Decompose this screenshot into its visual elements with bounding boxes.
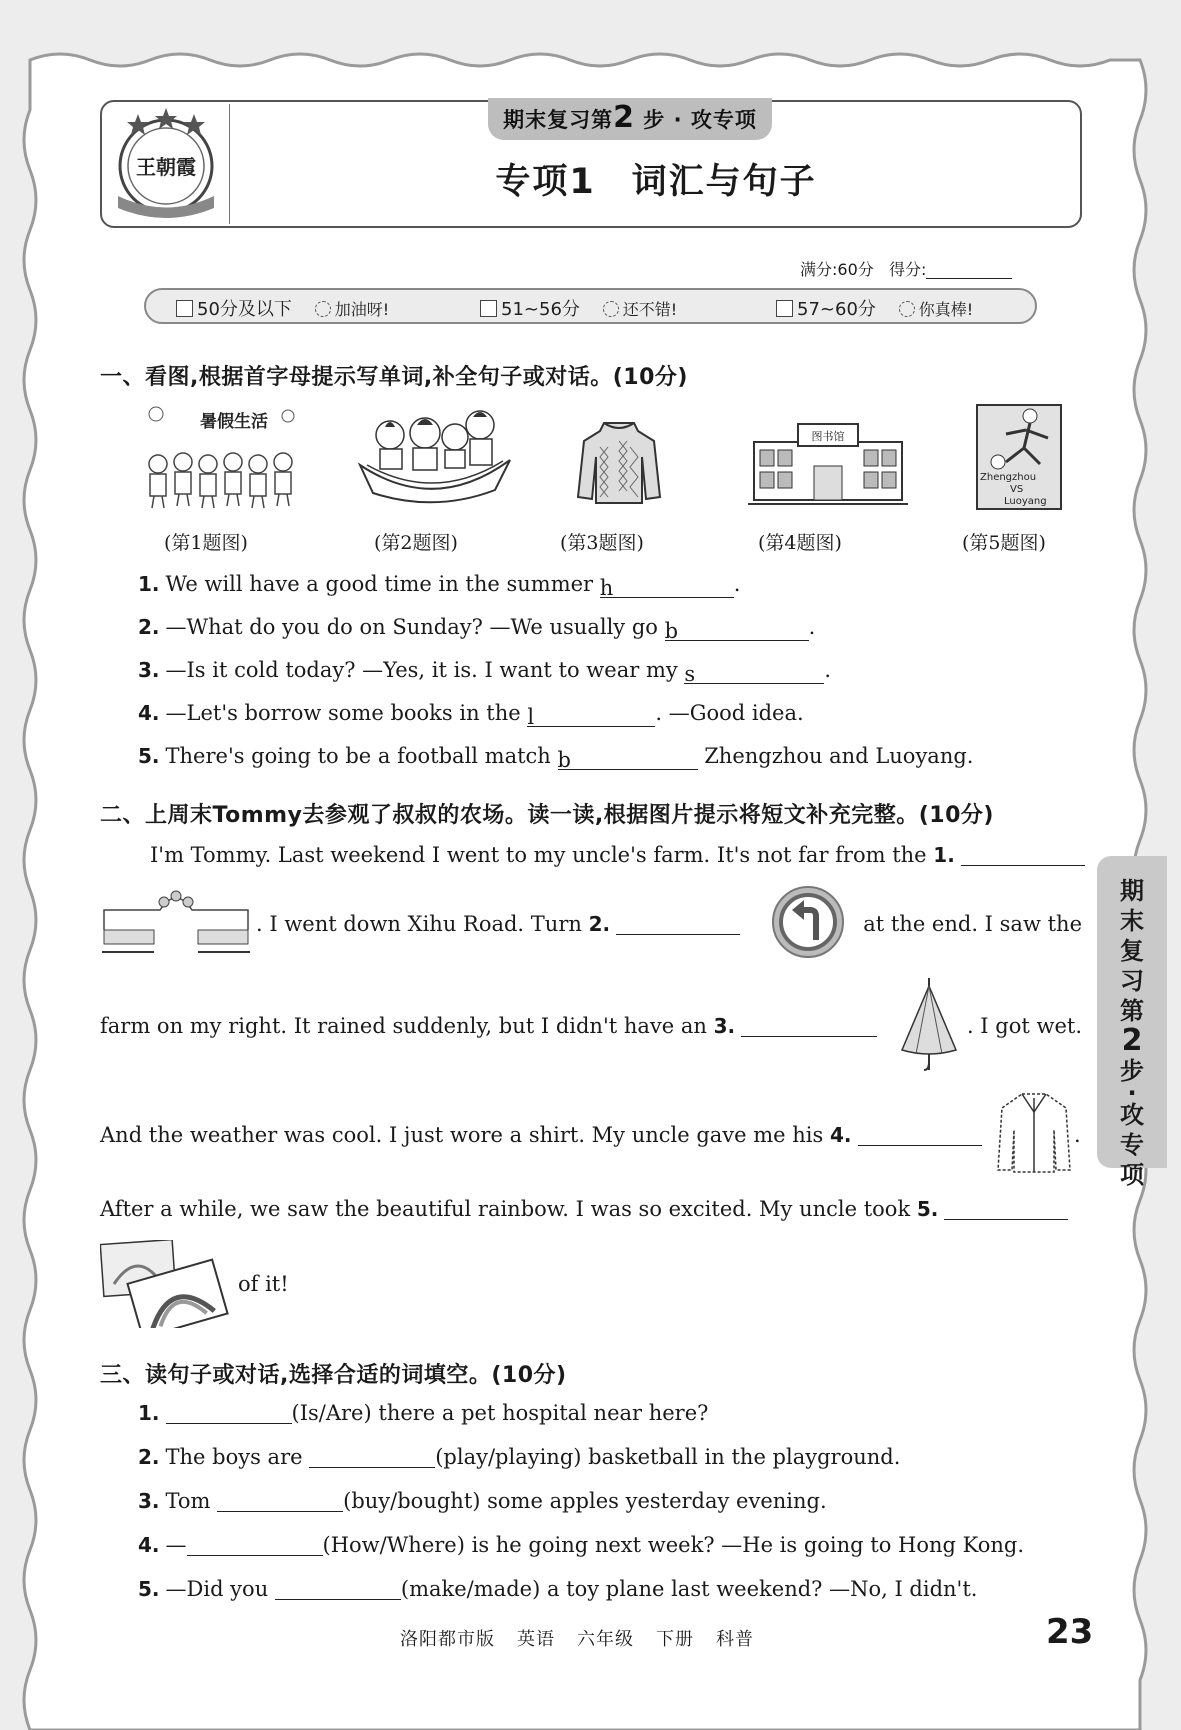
rating-checkbox[interactable] bbox=[480, 300, 497, 317]
passage-line-3b: . I got wet. bbox=[966, 1014, 1082, 1038]
face-icon bbox=[899, 301, 915, 317]
passage-line-6: of it! bbox=[238, 1272, 289, 1296]
jacket-picture bbox=[996, 1090, 1072, 1174]
svg-text:图书馆: 图书馆 bbox=[811, 430, 845, 443]
turn-left-sign-icon bbox=[770, 884, 846, 960]
picture-caption: (第5题图) bbox=[962, 532, 1046, 554]
answer-blank[interactable]: s bbox=[684, 662, 824, 684]
park-gate-picture bbox=[100, 890, 252, 956]
picture-caption: (第4题图) bbox=[758, 532, 842, 554]
section1-title: 一、看图,根据首字母提示写单词,补全句子或对话。(10分) bbox=[100, 365, 688, 390]
football-match-poster bbox=[976, 404, 1062, 510]
picture-caption: (第1题图) bbox=[164, 532, 248, 554]
answer-blank[interactable] bbox=[217, 1490, 343, 1512]
answer-blank[interactable] bbox=[275, 1578, 401, 1600]
rating-checkbox[interactable] bbox=[176, 300, 193, 317]
question-1-1: 1. We will have a good time in the summer h . bbox=[138, 572, 741, 600]
side-tab: 期 末 复 习 第 2 步 · 攻 专 项 bbox=[1097, 856, 1167, 1168]
library-picture bbox=[748, 418, 908, 510]
self-rating-bar bbox=[144, 288, 1037, 324]
boating-picture bbox=[355, 405, 515, 513]
answer-blank[interactable] bbox=[166, 1402, 292, 1424]
question-1-5: 5. There's going to be a football match b Zhengzhou and Luoyang. bbox=[138, 744, 974, 772]
passage-line-2: . I went down Xihu Road. Turn 2. bbox=[256, 912, 1082, 936]
rating-option-low: 50分及以下 加油呀! bbox=[176, 295, 389, 321]
page-number: 23 bbox=[1046, 1612, 1094, 1652]
question-1-2: 2. —What do you do on Sunday? —We usually go b . bbox=[138, 615, 816, 643]
rainbow-photos-picture bbox=[100, 1240, 230, 1328]
publisher-logo bbox=[108, 104, 228, 224]
passage-line-4b: . bbox=[1074, 1123, 1081, 1147]
passage-line-3: farm on my right. It rained suddenly, but I didn't have an 3. bbox=[100, 1014, 1082, 1038]
face-icon bbox=[603, 301, 619, 317]
answer-blank[interactable] bbox=[858, 1124, 982, 1146]
answer-blank[interactable] bbox=[616, 913, 740, 935]
picture-caption: (第2题图) bbox=[374, 532, 458, 554]
svg-text:Luoyang: Luoyang bbox=[1004, 496, 1047, 507]
sweater-picture bbox=[576, 417, 662, 509]
question-1-3: 3. —Is it cold today? —Yes, it is. I want to wear my s . bbox=[138, 658, 832, 686]
footer: 洛阳都市版 英语 六年级 下册 科普 bbox=[400, 1629, 754, 1650]
svg-text:Zhengzhou: Zhengzhou bbox=[980, 472, 1037, 483]
question-3-2: 2. The boys are (play/playing) basketball in the playground. bbox=[138, 1445, 901, 1469]
passage-line-2b: at the end. I saw the bbox=[863, 912, 1082, 936]
question-3-4: 4. — (How/Where) is he going next week? —He is going to Hong Kong. bbox=[138, 1533, 1025, 1557]
summer-holiday-picture bbox=[138, 402, 308, 512]
answer-blank[interactable] bbox=[309, 1446, 435, 1468]
section2-title: 二、上周末Tommy去参观了叔叔的农场。读一读,根据图片提示将短文补充完整。(10分) bbox=[100, 803, 994, 828]
rating-option-high: 57~60分 你真棒! bbox=[776, 295, 973, 321]
umbrella-picture bbox=[896, 976, 962, 1072]
answer-blank[interactable]: b bbox=[558, 748, 698, 770]
rating-option-mid: 51~56分 还不错! bbox=[480, 295, 677, 321]
section3-title: 三、读句子或对话,选择合适的词填空。(10分) bbox=[100, 1363, 567, 1388]
question-3-5: 5. —Did you (make/made) a toy plane last weekend? —No, I didn't. bbox=[138, 1577, 978, 1601]
svg-text:VS: VS bbox=[1010, 484, 1024, 495]
question-3-1: 1. (Is/Are) there a pet hospital near here? bbox=[138, 1401, 709, 1425]
picture-caption: (第3题图) bbox=[560, 532, 644, 554]
question-3-3: 3. Tom (buy/bought) some apples yesterday evening. bbox=[138, 1489, 827, 1513]
page-title: 专项1 词汇与句子 bbox=[495, 162, 817, 202]
passage-line-4: And the weather was cool. I just wore a shirt. My uncle gave me his 4. bbox=[100, 1123, 1082, 1147]
passage-line-1: I'm Tommy. Last weekend I went to my uncle's farm. It's not far from the 1. bbox=[100, 843, 1082, 867]
answer-blank[interactable] bbox=[741, 1015, 877, 1037]
rating-checkbox[interactable] bbox=[776, 300, 793, 317]
svg-text:暑假生活: 暑假生活 bbox=[200, 412, 268, 432]
answer-blank[interactable]: l bbox=[527, 705, 655, 727]
answer-blank[interactable] bbox=[961, 844, 1085, 866]
answer-blank[interactable]: b bbox=[665, 619, 809, 641]
passage-line-5: After a while, we saw the beautiful rainbow. I was so excited. My uncle took 5. bbox=[100, 1197, 1082, 1221]
answer-blank[interactable] bbox=[187, 1534, 323, 1556]
svg-text:王朝霞: 王朝霞 bbox=[136, 155, 196, 179]
answer-blank[interactable]: h bbox=[600, 576, 734, 598]
face-icon bbox=[315, 301, 331, 317]
score-line: 满分:60分 得分: bbox=[800, 257, 1012, 280]
answer-blank[interactable] bbox=[944, 1198, 1068, 1220]
question-1-4: 4. —Let's borrow some books in the l . —Good idea. bbox=[138, 701, 804, 729]
score-input[interactable] bbox=[926, 263, 1012, 279]
step-tab: 期末复习第2 步 · 攻专项 bbox=[488, 98, 772, 140]
